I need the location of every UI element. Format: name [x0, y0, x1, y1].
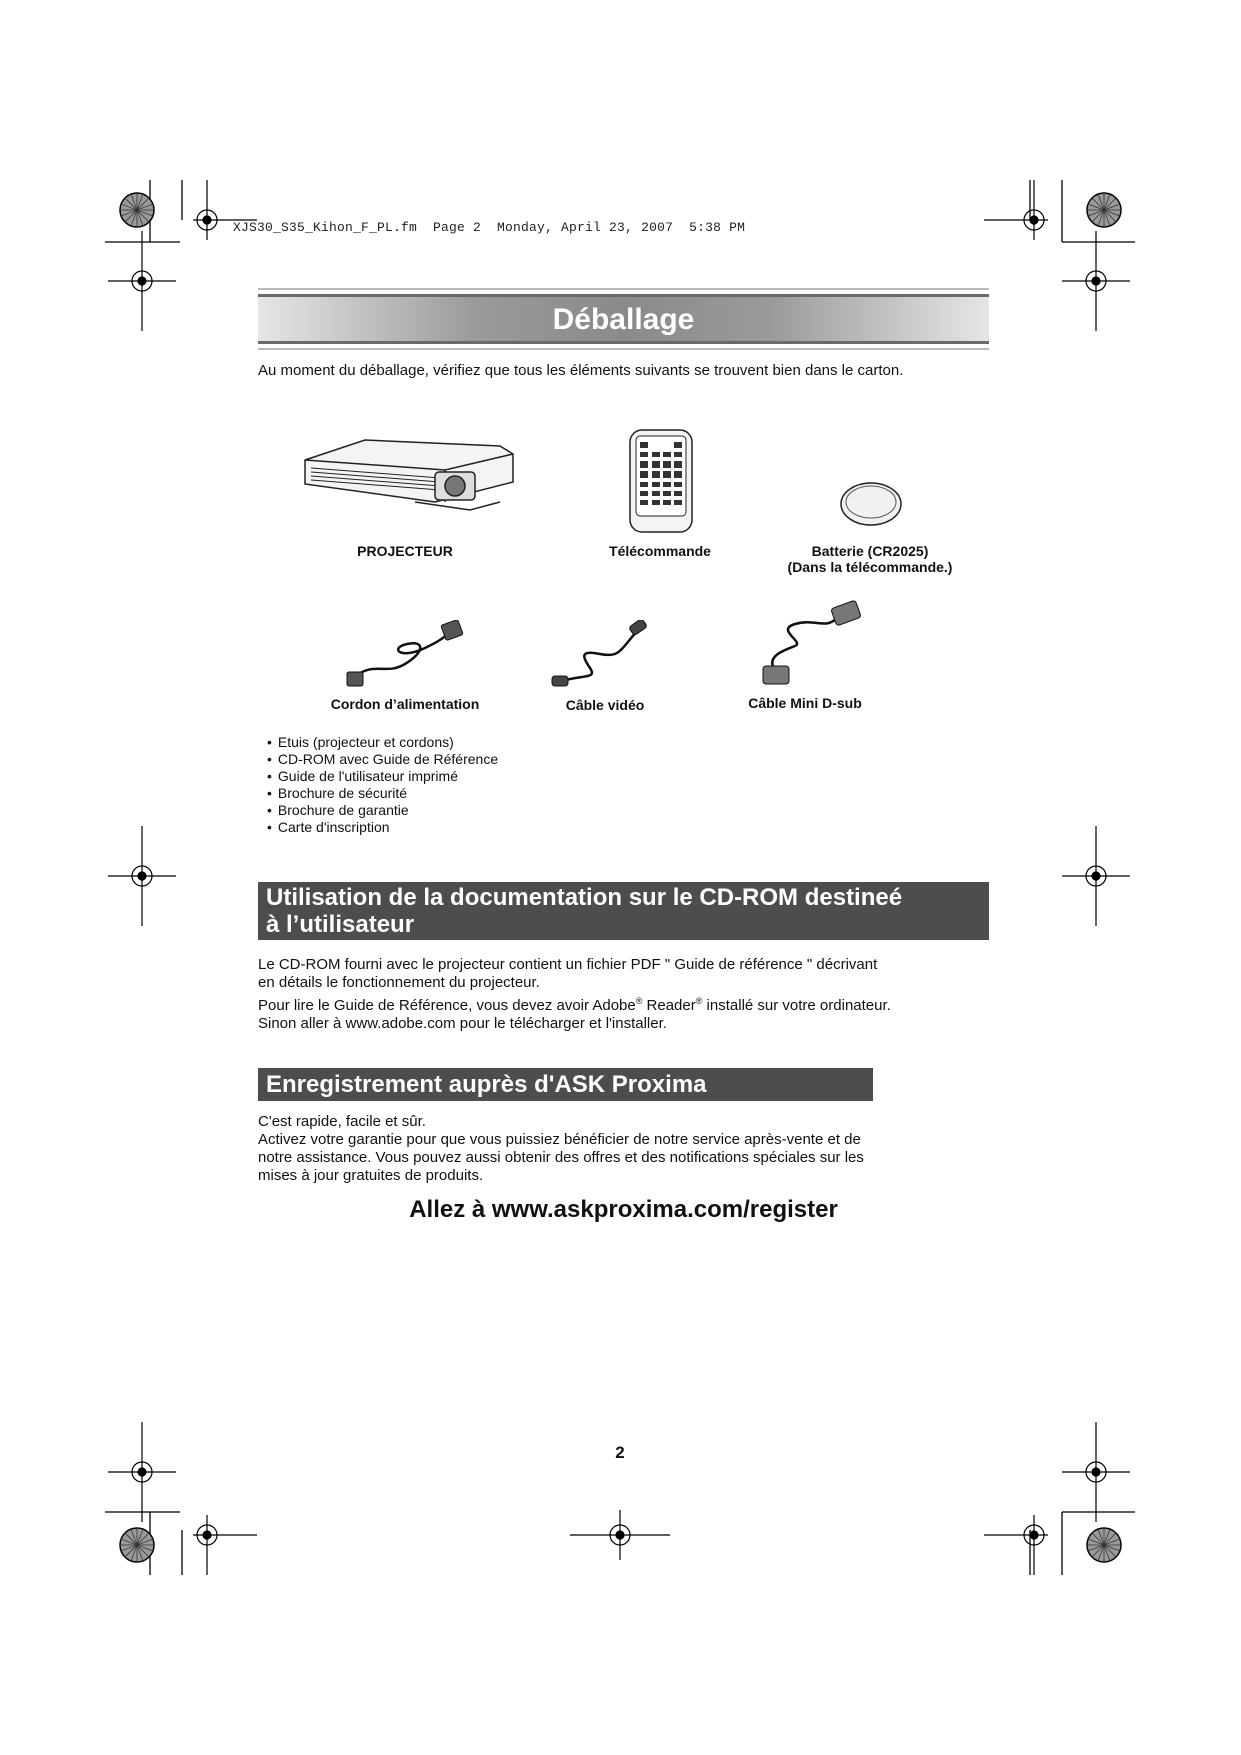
section-heading-documentation: [258, 882, 989, 940]
paragraph-line: notre assistance. Vous pouvez aussi obtenir des offres et des notifications spéciales sur les: [258, 1149, 864, 1166]
paragraph-line: Le CD-ROM fourni avec le projecteur contient un fichier PDF " Guide de référence " décrivant: [258, 956, 878, 973]
documentation-text: [258, 956, 998, 1033]
section-heading-line: Utilisation de la documentation sur le CD-ROM destineé: [266, 884, 903, 911]
included-items-list: [267, 734, 498, 836]
video-cable-illustration: [550, 620, 650, 692]
caption-projector: PROJECTEUR: [357, 543, 453, 559]
list-item: • Brochure de garantie: [267, 802, 498, 819]
paragraph-line: mises à jour gratuites de produits.: [258, 1167, 484, 1184]
caption-battery-sub: (Dans la télécommande.): [787, 559, 953, 575]
page-title: Déballage: [552, 303, 695, 336]
list-item: • CD-ROM avec Guide de Référence: [267, 751, 498, 768]
paragraph-line: Activez votre garantie pour que vous puissiez bénéficier de notre service après-vente et de: [258, 1131, 861, 1148]
caption-mini-dsub: Câble Mini D-sub: [748, 695, 862, 711]
list-item: • Brochure de sécurité: [267, 785, 498, 802]
page-title-bar: [258, 294, 989, 344]
caption-power-cord: Cordon d’alimentation: [330, 696, 480, 712]
list-item: • Etuis (projecteur et cordons): [267, 734, 498, 751]
caption-battery: Batterie (CR2025): [811, 543, 929, 559]
remote-control-illustration: [628, 428, 694, 534]
caption-video-cable: Câble vidéo: [565, 697, 645, 713]
list-item: • Guide de l'utilisateur imprimé: [267, 768, 498, 785]
section-heading-registration: Enregistrement auprès d'ASK Proxima: [258, 1068, 873, 1101]
intro-text: Au moment du déballage, vérifiez que tous les éléments suivants se trouvent bien dans le carton.: [258, 362, 904, 379]
power-cord-illustration: [345, 620, 465, 692]
section-heading-line: à l’utilisateur: [266, 911, 415, 938]
paragraph-line: Pour lire le Guide de Référence, vous devez avoir Adobe® Reader® installé sur votre ordinateur.: [258, 996, 891, 1014]
list-item: • Carte d'inscription: [267, 819, 498, 836]
mini-dsub-cable-illustration: [755, 600, 865, 688]
caption-remote: Télécommande: [609, 543, 711, 559]
battery-illustration: [838, 478, 904, 528]
page-number: 2: [615, 1443, 625, 1462]
paragraph-line: C'est rapide, facile et sûr.: [258, 1113, 426, 1130]
file-header-meta: XJS30_S35_Kihon_F_PL.fm Page 2 Monday, April 23, 2007 5:38 PM: [233, 220, 746, 235]
registration-url-callout: Allez à www.askproxima.com/register: [409, 1196, 838, 1223]
paragraph-line: en détails le fonctionnement du projecteur.: [258, 974, 540, 991]
projector-illustration: [295, 432, 515, 512]
registration-text: [258, 1113, 998, 1185]
paragraph-line: Sinon aller à www.adobe.com pour le télécharger et l'installer.: [258, 1015, 667, 1032]
